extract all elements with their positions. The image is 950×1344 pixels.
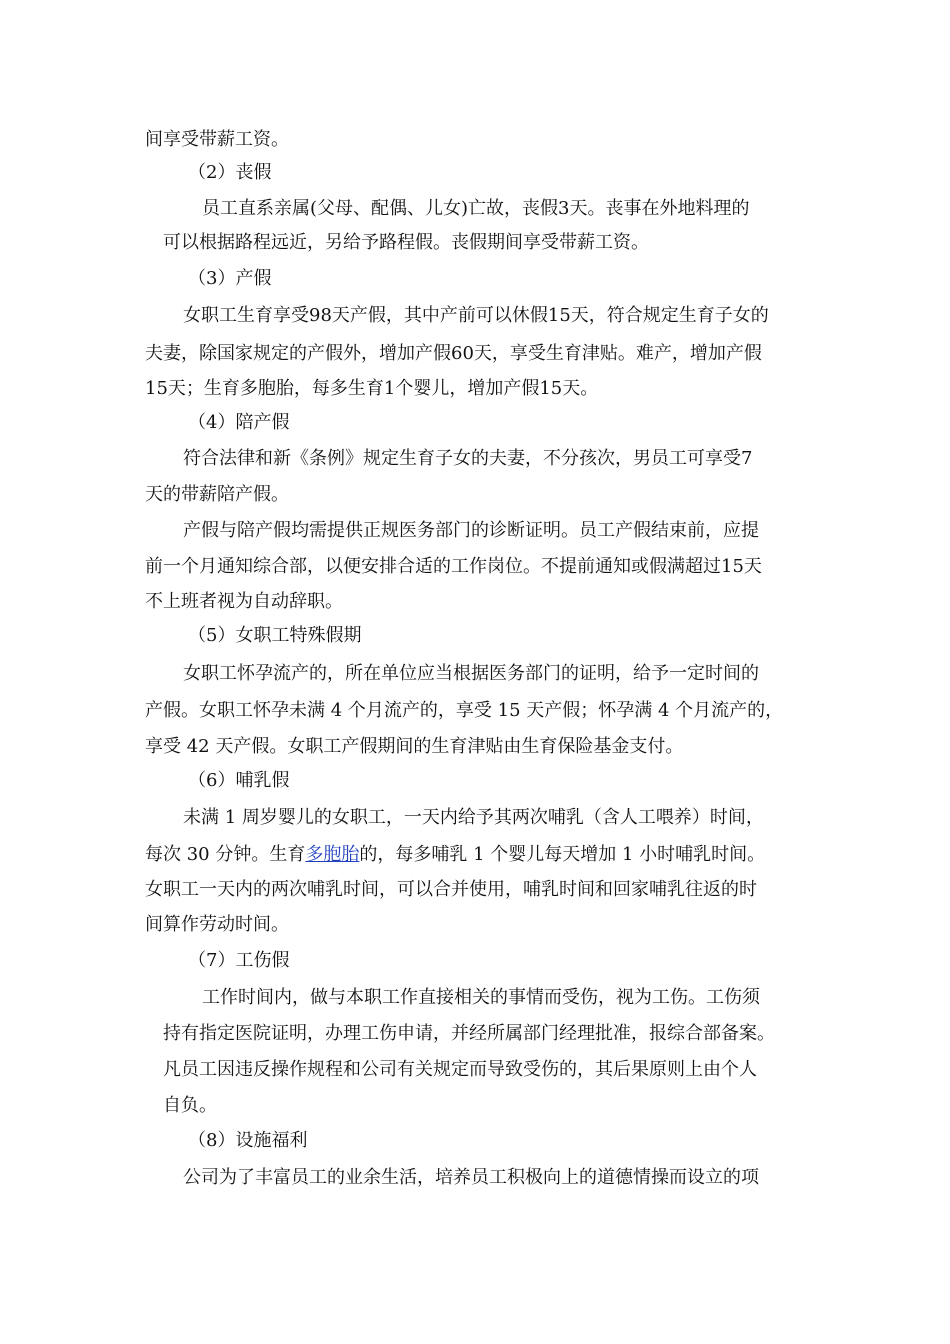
text-line-25: 工作时间内，做与本职工作直接相关的事情而受伤，视为工伤。工伤须 bbox=[202, 987, 760, 1008]
text-line-26: 持有指定医院证明，办理工伤申请，并经所属部门经理批准，报综合部备案。 bbox=[163, 1023, 775, 1044]
text-line-4: 可以根据路程远近，另给予路程假。丧假期间享受带薪工资。 bbox=[163, 232, 649, 253]
text-line-10: 符合法律和新《条例》规定生育子女的夫妻，不分孩次，男员工可享受7 bbox=[183, 448, 753, 469]
text-line-6: 女职工生育享受98天产假，其中产前可以休假15天，符合规定生育子女的 bbox=[183, 305, 769, 326]
text-line-22: 女职工一天内的两次哺乳时间，可以合并使用，哺乳时间和回家哺乳往返的时 bbox=[145, 879, 757, 900]
text-line-27: 凡员工因违反操作规程和公司有关规定而导致受伤的，其后果原则上由个人 bbox=[163, 1059, 757, 1080]
section-heading-paternity-leave: （4）陪产假 bbox=[188, 412, 290, 433]
text-line-30: 公司为了丰富员工的业余生活，培养员工积极向上的道德情操而设立的项 bbox=[183, 1167, 759, 1188]
text-line-13: 前一个月通知综合部，以便安排合适的工作岗位。不提前通知或假满超过15天 bbox=[145, 556, 762, 577]
text-line-20: 未满 1 周岁婴儿的女职工，一天内给予其两次哺乳（含人工喂养）时间， bbox=[183, 807, 764, 828]
text-line-16: 女职工怀孕流产的，所在单位应当根据医务部门的证明，给予一定时间的 bbox=[183, 663, 759, 684]
text-line-23: 间算作劳动时间。 bbox=[145, 914, 289, 935]
section-heading-nursing-leave: （6）哺乳假 bbox=[188, 770, 290, 791]
text-line-7: 夫妻，除国家规定的产假外，增加产假60天，享受生育津贴。难产，增加产假 bbox=[145, 343, 762, 364]
link-line-before: 每次 30 分钟。生育 bbox=[145, 844, 306, 865]
text-line-with-link bbox=[145, 842, 765, 868]
text-line-3: 员工直系亲属(父母、配偶、儿女)亡故，丧假3天。丧事在外地料理的 bbox=[202, 198, 750, 219]
section-heading-maternity-leave: （3）产假 bbox=[188, 268, 272, 289]
multiple-births-link[interactable]: 多胞胎 bbox=[305, 844, 360, 865]
text-line-8: 15天；生育多胞胎，每多生育1个婴儿，增加产假15天。 bbox=[145, 378, 599, 399]
section-heading-facility-benefits: （8）设施福利 bbox=[188, 1130, 308, 1151]
text-line-14: 不上班者视为自动辞职。 bbox=[145, 591, 343, 612]
text-line-12: 产假与陪产假均需提供正规医务部门的诊断证明。员工产假结束前，应提 bbox=[183, 520, 759, 541]
text-line-11: 天的带薪陪产假。 bbox=[145, 484, 289, 505]
text-line-1: 间享受带薪工资。 bbox=[145, 129, 289, 150]
link-line-after: 的，每多哺乳 1 个婴儿每天增加 1 小时哺乳时间。 bbox=[359, 844, 766, 865]
text-line-28: 自负。 bbox=[163, 1095, 217, 1116]
section-heading-female-special-leave: （5）女职工特殊假期 bbox=[188, 625, 362, 646]
text-line-17: 产假。女职工怀孕未满 4 个月流产的，享受 15 天产假；怀孕满 4 个月流产的， bbox=[145, 700, 784, 721]
section-heading-bereavement-leave: （2）丧假 bbox=[188, 162, 272, 183]
section-heading-work-injury-leave: （7）工伤假 bbox=[188, 950, 290, 971]
text-line-18: 享受 42 天产假。女职工产假期间的生育津贴由生育保险基金支付。 bbox=[145, 736, 684, 757]
